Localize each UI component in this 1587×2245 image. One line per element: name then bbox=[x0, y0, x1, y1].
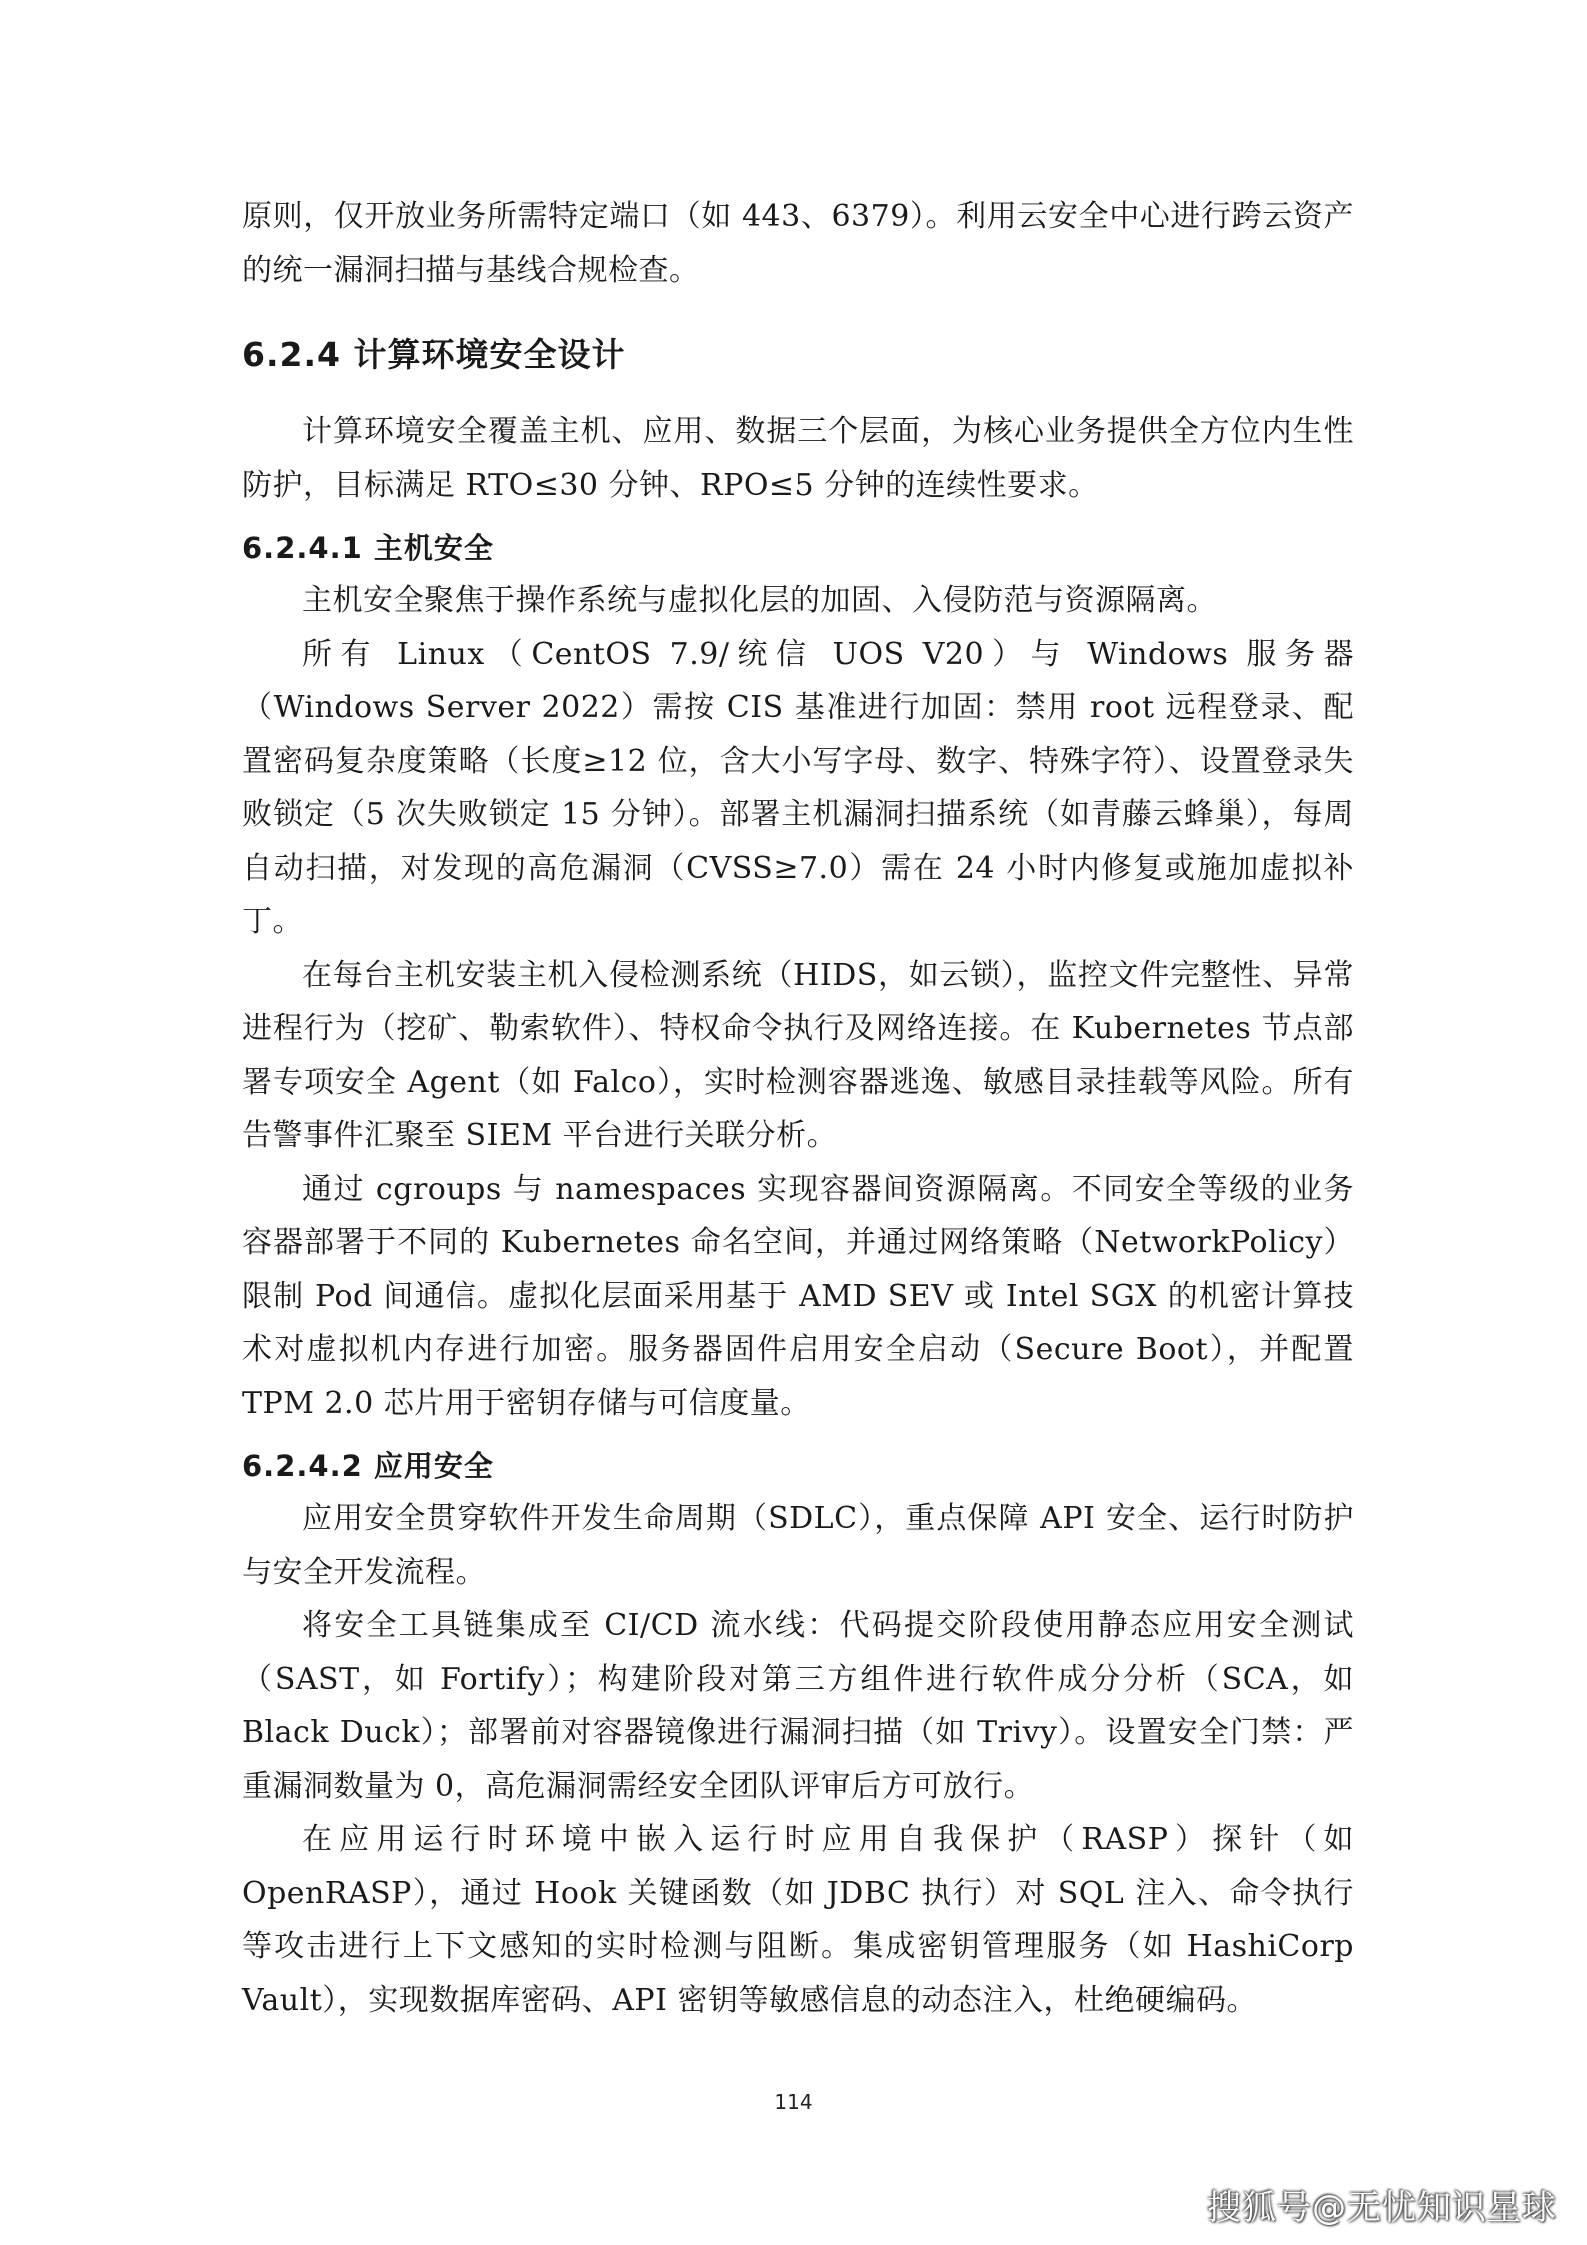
paragraph-host-4: 通过 cgroups 与 namespaces 实现容器间资源隔离。不同安全等级的业务容器部署于不同的 Kubernetes 命名空间，并通过网络策略（NetworkPolicy）限制 Pod 间通信。虚拟化层面采用基于 AMD SEV 或 Intel SGX 的机密计算技术对虚拟机内存进行加密。服务器固件启用安全启动（Secure Boot），并配置 TPM 2.0 芯片用于密钥存储与可信度量。 bbox=[242, 1171, 1354, 1421]
paragraph-host-2: 所有 Linux（CentOS 7.9/统信 UOS V20）与 Windows 服务器（Windows Server 2022）需按 CIS 基准进行加固：禁用 root 远程登录、配置密码复杂度策略（长度≥12 位，含大小写字母、数字、特殊字符）、设置登录失败锁定（5 次失败锁定 15 分钟）。部署主机漏洞扫描系统（如青藤云蜂巢），每周自动扫描，对发现的高危漏洞（CVSS≥7.0）需在 24 小时内修复或施加虚拟补丁。 bbox=[242, 636, 1354, 939]
section-heading-6-2-4-1: 6.2.4.1 主机安全 bbox=[242, 531, 494, 565]
section-heading-6-2-4: 6.2.4 计算环境安全设计 bbox=[242, 335, 626, 374]
paragraph-host-1: 主机安全聚焦于操作系统与虚拟化层的加固、入侵防范与资源隔离。 bbox=[302, 583, 1217, 618]
paragraph-host-3: 在每台主机安装主机入侵检测系统（HIDS，如云锁），监控文件完整性、异常进程行为（挖矿、勒索软件）、特权命令执行及网络连接。在 Kubernetes 节点部署专项安全 Agent（如 Falco），实时检测容器逃逸、敏感目录挂载等风险。所有告警事件汇聚至 SIEM 平台进行关联分析。 bbox=[242, 957, 1354, 1153]
paragraph-intro-6-2-4: 计算环境安全覆盖主机、应用、数据三个层面，为核心业务提供全方位内生性防护，目标满足 RTO≤30 分钟、RPO≤5 分钟的连续性要求。 bbox=[242, 414, 1354, 503]
watermark: 搜狐号@无忧知识星球 bbox=[1207, 2188, 1557, 2228]
document-page bbox=[242, 190, 1354, 2027]
paragraph-app-3: 在应用运行时环境中嵌入运行时应用自我保护（RASP）探针（如 OpenRASP），通过 Hook 关键函数（如 JDBC 执行）对 SQL 注入、命令执行等攻击进行上下文感知的实时检测与阻断。集成密钥管理服务（如 HashiCorp Vault），实现数据库密码、API 密钥等敏感信息的动态注入，杜绝硬编码。 bbox=[242, 1822, 1354, 2018]
paragraph-continued: 原则，仅开放业务所需特定端口（如 443、6379）。利用云安全中心进行跨云资产的统一漏洞扫描与基线合规检查。 bbox=[242, 199, 1354, 288]
section-heading-6-2-4-2: 6.2.4.2 应用安全 bbox=[242, 1449, 494, 1483]
paragraph-app-1: 应用安全贯穿软件开发生命周期（SDLC），重点保障 API 安全、运行时防护与安全开发流程。 bbox=[242, 1501, 1354, 1590]
paragraph-app-2: 将安全工具链集成至 CI/CD 流水线：代码提交阶段使用静态应用安全测试（SAST，如 Fortify）；构建阶段对第三方组件进行软件成分分析（SCA，如 Black Duck）；部署前对容器镜像进行漏洞扫描（如 Trivy）。设置安全门禁：严重漏洞数量为 0，高危漏洞需经安全团队评审后方可放行。 bbox=[242, 1608, 1354, 1804]
page-number: 114 bbox=[774, 2090, 813, 2114]
